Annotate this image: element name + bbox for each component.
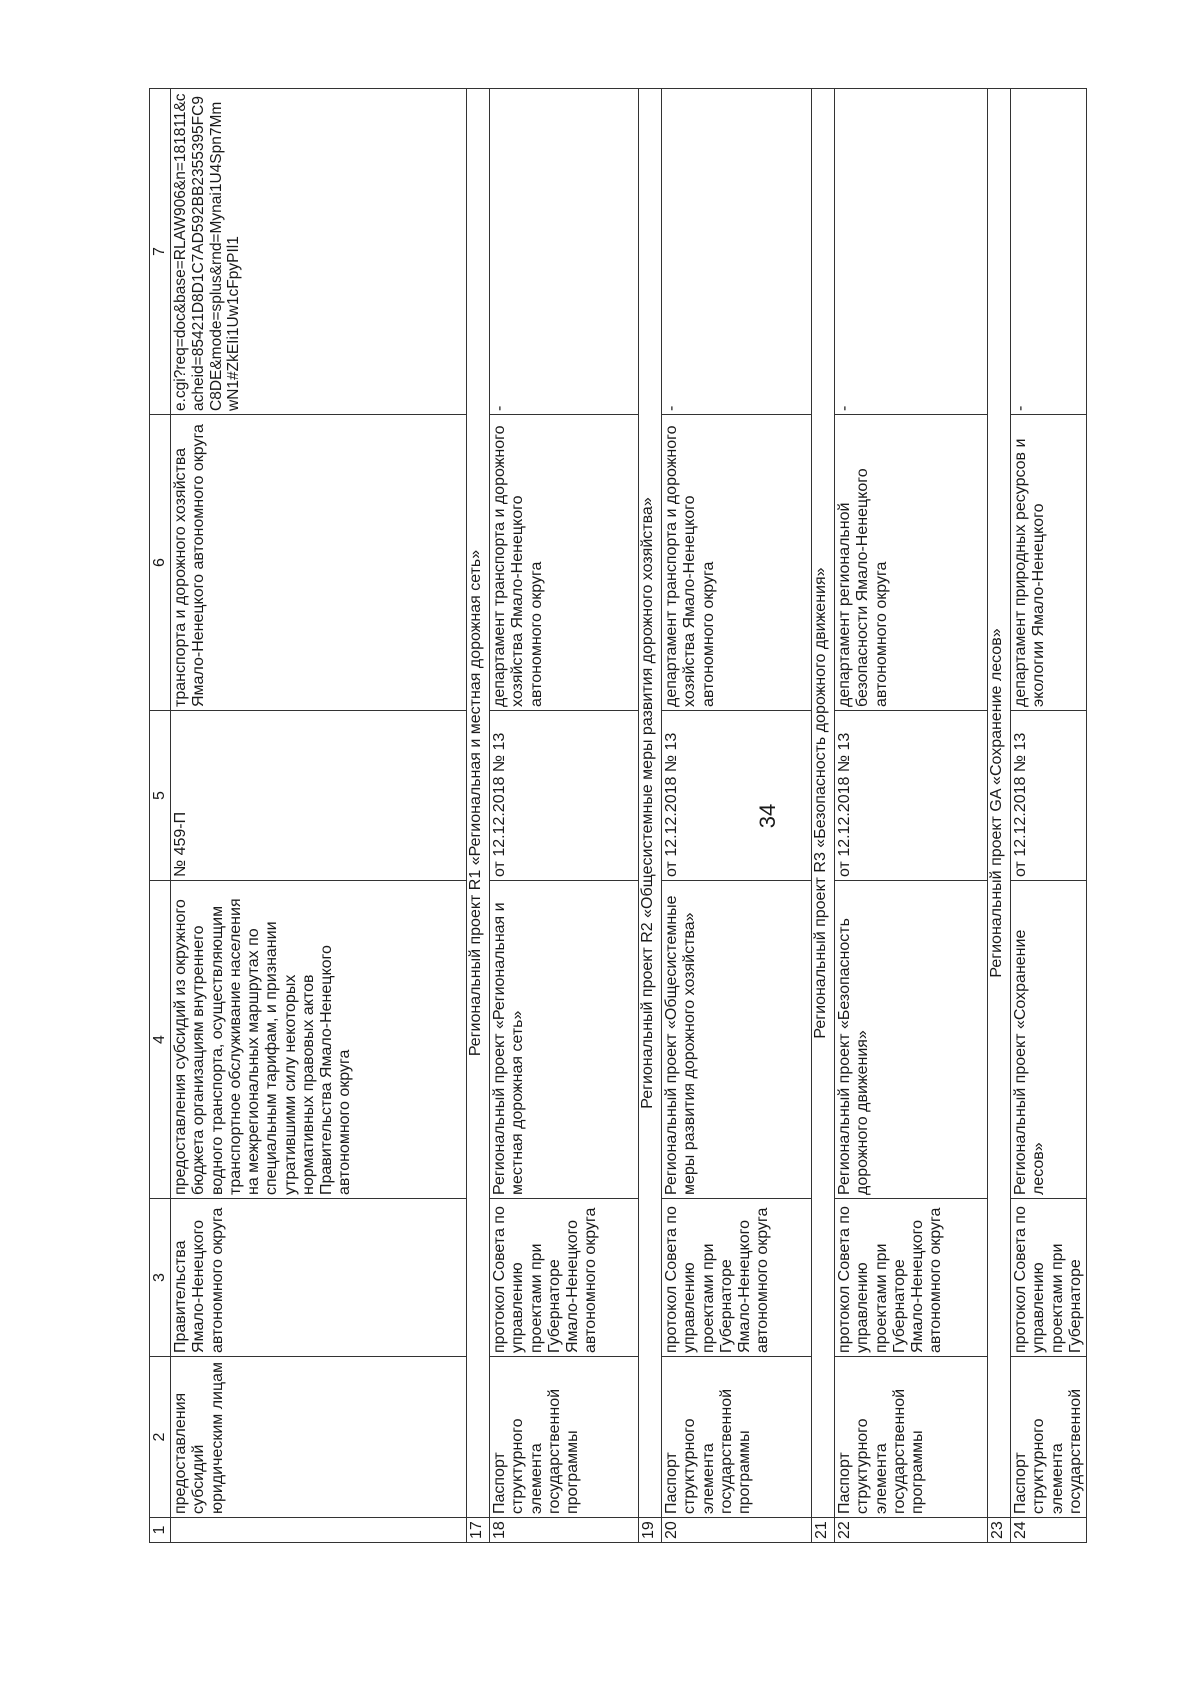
row-number: 22 <box>835 1518 988 1543</box>
header-cell: 4 <box>150 881 171 1199</box>
section-title: Региональный проект GA «Сохранение лесов» <box>988 89 1011 1518</box>
row-number: 23 <box>988 1518 1011 1543</box>
document-title: Региональный проект «Общесистемные меры развития дорожного хозяйства» <box>662 881 812 1199</box>
table-row <box>1011 89 1087 1543</box>
responsible-department: департамент транспорта и дорожного хозяйства Ямало-Ненецкого автономного округа <box>662 415 812 711</box>
document-link: - <box>490 89 639 415</box>
table-row <box>490 89 639 1543</box>
document-type: Паспорт структурного элемента государственной программы <box>490 1357 639 1518</box>
table-row <box>171 89 467 1543</box>
document-date-number: от 12.12.2018 № 13 <box>662 711 812 881</box>
responsible-department: департамент региональной безопасности Ямало-Ненецкого автономного округа <box>835 415 988 711</box>
row-number: 19 <box>639 1518 662 1543</box>
document-link: - <box>662 89 812 415</box>
table-row <box>835 89 988 1543</box>
row-number: 17 <box>467 1518 490 1543</box>
section-row <box>467 89 490 1543</box>
documents-table <box>149 88 1087 1543</box>
header-cell: 3 <box>150 1199 171 1357</box>
header-cell: 7 <box>150 89 171 415</box>
section-title: Региональный проект R1 «Региональная и местная дорожная сеть» <box>467 89 490 1518</box>
row-number: 18 <box>490 1518 639 1543</box>
document-title: Региональный проект «Региональная и местная дорожная сеть» <box>490 881 639 1199</box>
document-link: - <box>1011 89 1087 415</box>
document-issuer: протокол Совета по управлению проектами при Губернаторе Ямало-Ненецкого автономного округа <box>662 1199 812 1357</box>
document-title: предоставления субсидий из окружного бюджета организациям внутреннего водного транспорта, осуществляющим транспортное обслуживание населения на межрегиональных маршрутах по специальным тарифам, и признании утратившими силу некоторых нормативных правовых актов Правительства Ямало-Ненецкого автономного округа <box>171 881 467 1199</box>
document-title: Региональный проект «Сохранение лесов» <box>1011 881 1087 1199</box>
row-number: 20 <box>662 1518 812 1543</box>
responsible-department: транспорта и дорожного хозяйства Ямало-Ненецкого автономного округа <box>171 415 467 711</box>
header-cell: 6 <box>150 415 171 711</box>
header-row <box>150 89 171 1543</box>
document-link: - <box>835 89 988 415</box>
row-number: 21 <box>812 1518 835 1543</box>
document-date-number: от 12.12.2018 № 13 <box>490 711 639 881</box>
document-date-number: от 12.12.2018 № 13 <box>835 711 988 881</box>
document-issuer: протокол Совета по управлению проектами при Губернаторе <box>1011 1199 1087 1357</box>
header-cell: 5 <box>150 711 171 881</box>
document-title: Региональный проект «Безопасность дорожного движения» <box>835 881 988 1199</box>
document-type: Паспорт структурного элемента государственной программы <box>835 1357 988 1518</box>
document-link: e.cgi?req=doc&base=RLAW906&n=181811&cacheid=85421D8D1C7AD592BB2355395FC9C8DE&mode=splus&rnd=Mynai1U4Spn7MmwN1#ZkEIi1Uw1cFpyPIl1 <box>171 89 467 415</box>
document-issuer: Правительства Ямало-Ненецкого автономного округа <box>171 1199 467 1357</box>
row-number: 24 <box>1011 1518 1087 1543</box>
section-title: Региональный проект R3 «Безопасность дорожного движения» <box>812 89 835 1518</box>
header-cell: 2 <box>150 1357 171 1518</box>
section-row <box>988 89 1011 1543</box>
page-number: 34 <box>755 803 780 829</box>
section-row <box>812 89 835 1543</box>
row-number <box>171 1518 467 1543</box>
document-date-number: от 12.12.2018 № 13 <box>1011 711 1087 881</box>
document-type: предоставления субсидий юридическим лицам <box>171 1357 467 1518</box>
document-type: Паспорт структурного элемента государственной <box>1011 1357 1087 1518</box>
section-title: Региональный проект R2 «Общесистемные меры развития дорожного хозяйства» <box>639 89 662 1518</box>
responsible-department: департамент транспорта и дорожного хозяйства Ямало-Ненецкого автономного округа <box>490 415 639 711</box>
document-issuer: протокол Совета по управлению проектами при Губернаторе Ямало-Ненецкого автономного округа <box>835 1199 988 1357</box>
document-date-number: № 459-П <box>171 711 467 881</box>
document-issuer: протокол Совета по управлению проектами при Губернаторе Ямало-Ненецкого автономного округа <box>490 1199 639 1357</box>
section-row <box>639 89 662 1543</box>
header-cell: 1 <box>150 1518 171 1543</box>
document-type: Паспорт структурного элемента государственной программы <box>662 1357 812 1518</box>
rotated-table-container <box>149 89 1084 1543</box>
table-row <box>662 89 812 1543</box>
responsible-department: департамент природных ресурсов и экологии Ямало-Ненецкого <box>1011 415 1087 711</box>
